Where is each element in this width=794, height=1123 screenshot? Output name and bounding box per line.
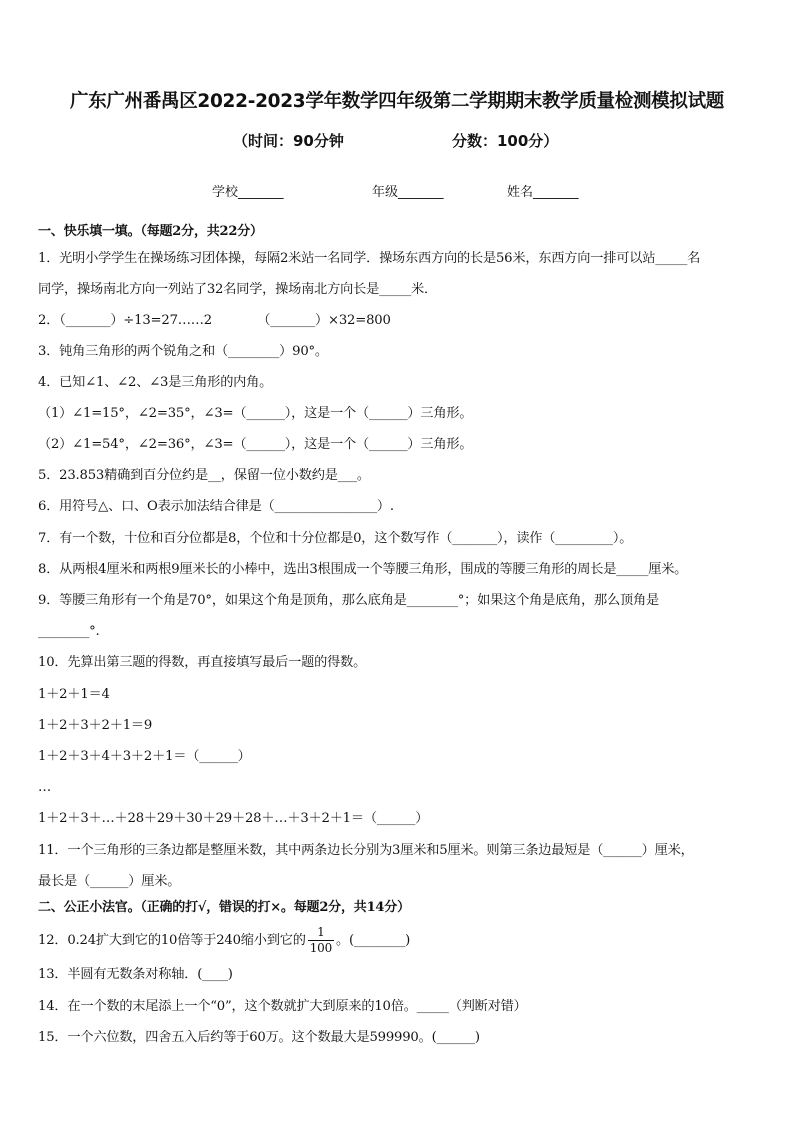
question-9-line-2: ________°. [38,624,100,639]
question-14: 14．在一个数的末尾添上一个“0”，这个数就扩大到原来的10倍。_____（判断对错） [38,999,527,1014]
question-4-part-1: （1）∠1=15°，∠2=35°，∠3=（______），这是一个（______）三角形。 [38,406,473,421]
exam-time: （时间：90分钟 [233,132,344,150]
question-5: 5．23.853精确到百分位约是__，保留一位小数约是___。 [38,468,370,483]
section-1-heading: 一、快乐填一填。（每题2分，共22分） [38,224,263,239]
fraction-numerator: 1 [308,925,334,941]
question-9-line-1: 9．等腰三角形有一个角是70°，如果这个角是顶角，那么底角是________°；如果这个角是底角，那么顶角是 [38,593,659,608]
question-10-final: 1＋2＋3＋…＋28＋29＋30＋29＋28＋…＋3＋2＋1＝（______） [38,811,429,826]
page-title: 广东广州番禺区2022-2023学年数学四年级第二学期期末教学质量检测模拟试题 [70,91,724,112]
exam-score: 分数：100分） [452,132,559,150]
fraction-denominator: 100 [309,941,333,955]
grade-field[interactable]: 年级_______ [372,185,444,200]
question-10-example-3: 1＋2＋3＋4＋3＋2＋1＝（______） [38,749,251,764]
question-15: 15．一个六位数，四舍五入后约等于60万。这个数最大是599990。(______) [38,1030,480,1045]
question-10-example-1: 1＋2＋1＝4 [38,687,110,702]
question-12 [38,925,764,956]
question-10-ellipsis: … [38,780,51,795]
question-11-line-2: 最长是（______）厘米。 [38,874,181,889]
question-4: 4．已知∠1、∠2、∠3是三角形的内角。 [38,375,273,390]
question-1-line-2: 同学，操场南北方向一列站了32名同学，操场南北方向长是_____米． [38,282,438,297]
section-2-heading: 二、公正小法官。（正确的打√，错误的打×。每题2分，共14分） [38,900,410,915]
question-1-line-1: 1．光明小学学生在操场练习团体操，每隔2米站一名同学．操场东西方向的长是56米，东西方向一排可以站_____名 [38,251,701,266]
question-12-text: 12．0.24扩大到它的10倍等于240缩小到它的 [38,933,306,948]
school-field[interactable]: 学校_______ [212,185,284,200]
question-4-part-2: （2）∠1=54°，∠2=36°，∠3=（______），这是一个（______）三角形。 [38,437,473,452]
question-3: 3．钝角三角形的两个锐角之和（________）90°。 [38,344,328,359]
fraction [308,925,334,956]
question-13: 13．半圆有无数条对称轴．(____) [38,967,233,982]
question-11-line-1: 11．一个三角形的三条边都是整厘米数，其中两条边长分别为3厘米和5厘米。则第三条边最短是（______）厘米， [38,843,694,858]
question-6: 6．用符号△、口、O表示加法结合律是（________________）. [38,499,394,514]
question-10-example-2: 1＋2＋3＋2＋1＝9 [38,718,153,733]
question-2: 2．（_______）÷13=27……2 （_______）×32=800 [38,313,391,328]
name-field[interactable]: 姓名_______ [507,185,579,200]
question-8: 8．从两根4厘米和两根9厘米长的小棒中，选出3根围成一个等腰三角形，围成的等腰三角形的周长是_____厘米。 [38,562,688,577]
question-10: 10．先算出第三题的得数，再直接填写最后一题的得数。 [38,655,367,670]
question-12-answer: 。(________) [336,933,411,948]
question-7: 7．有一个数，十位和百分位都是8，个位和十分位都是0，这个数写作（_______），读作（_________）。 [38,531,633,546]
